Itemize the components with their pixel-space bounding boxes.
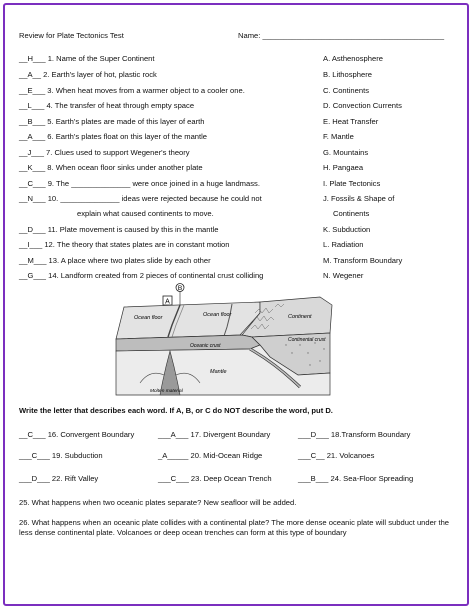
label-molten-material: Molten material	[150, 389, 183, 394]
question-22: ___D___ 22. Rift Valley	[19, 474, 99, 483]
choice-m: M. Transform Boundary	[323, 256, 403, 265]
question-8: __K___ 8. When ocean floor sinks under another plate	[19, 163, 203, 172]
marker-a	[163, 296, 172, 306]
question-21: ___C__ 21. Volcanoes	[298, 451, 375, 460]
question-25: 25. What happens when two oceanic plates separate? New seafloor will be added.	[19, 498, 297, 507]
svg-text:B: B	[177, 285, 183, 292]
choice-g: G. Mountains	[323, 148, 369, 157]
question-23: ___C___ 23. Deep Ocean Trench	[158, 474, 272, 483]
plate-boundary-diagram	[110, 283, 355, 398]
label-mantle: Mantle	[210, 369, 227, 375]
question-11: __D___ 11. Plate movement is caused by this in the mantle	[19, 225, 219, 234]
question-10-continued: explain what caused continents to move.	[77, 209, 214, 218]
choice-j-continued: Continents	[333, 209, 370, 218]
question-10: __N___ 10. ______________ ideas were rejected because he could not	[19, 194, 262, 203]
question-5: __B___ 5. Earth's plates are made of this layer of earth	[19, 117, 205, 126]
question-4: __L___ 4. The transfer of heat through empty space	[19, 101, 195, 110]
question-18: ___D___ 18.Transform Boundary	[298, 430, 411, 439]
question-26: 26. What happens when an oceanic plate collides with a continental plate? The more dense oceanic plate will subduct under the less dense continental plate. Volcanoes or deep ocean trenches can form at this type of boundary	[19, 518, 450, 538]
section-instruction: Write the letter that describes each word. If A, B, or C do NOT describe the word, put D.	[19, 406, 333, 415]
marker-b	[176, 284, 184, 293]
choice-b: B. Lithosphere	[323, 70, 372, 79]
choice-e: E. Heat Transfer	[323, 117, 379, 126]
label-oceanic-crust: Oceanic crust	[190, 343, 221, 349]
choice-i: I. Plate Tectonics	[323, 179, 381, 188]
choice-k: K. Subduction	[323, 225, 371, 234]
label-ocean-floor-right: Ocean floor	[203, 312, 232, 318]
worksheet-title: Review for Plate Tectonics Test	[19, 31, 124, 40]
question-17: ___A___ 17. Divergent Boundary	[158, 430, 271, 439]
choice-f: F. Mantle	[323, 132, 354, 141]
question-3: __E___ 3. When heat moves from a warmer object to a cooler one.	[19, 86, 245, 95]
choice-d: D. Convection Currents	[323, 101, 402, 110]
choice-h: H. Pangaea	[323, 163, 364, 172]
label-ocean-floor-left: Ocean floor	[134, 315, 163, 321]
choice-c: C. Continents	[323, 86, 370, 95]
question-14: __G___ 14. Landform created from 2 pieces of continental crust colliding	[19, 271, 264, 280]
question-2: __A__ 2. Earth's layer of hot, plastic rock	[19, 70, 157, 79]
name-field-label: Name: ___________________________________________	[238, 31, 445, 40]
question-6: __A___ 6. Earth's plates float on this layer of the mantle	[19, 132, 208, 141]
question-24: ___B___ 24. Sea-Floor Spreading	[298, 474, 414, 483]
question-1: __H___ 1. Name of the Super Continent	[19, 54, 155, 63]
choice-j: J. Fossils & Shape of	[323, 194, 395, 203]
choice-n: N. Wegener	[323, 271, 364, 280]
svg-text:A: A	[165, 298, 170, 306]
question-16: __C___ 16. Convergent Boundary	[19, 430, 135, 439]
question-12: __I___ 12. The theory that states plates are in constant motion	[19, 240, 230, 249]
choice-a: A. Asthenosphere	[323, 54, 383, 63]
question-19: ___C___ 19. Subduction	[19, 451, 103, 460]
question-20: _A_____ 20. Mid-Ocean Ridge	[158, 451, 263, 460]
question-9: __C___ 9. The ______________ were once joined in a huge landmass.	[19, 179, 260, 188]
label-continent: Continent	[288, 314, 312, 320]
question-13: __M___ 13. A place where two plates slide by each other	[19, 256, 211, 265]
label-continental-crust: Continental crust	[288, 337, 326, 343]
choice-l: L. Radiation	[323, 240, 364, 249]
question-7: __J___ 7. Clues used to support Wegener's theory	[19, 148, 190, 157]
